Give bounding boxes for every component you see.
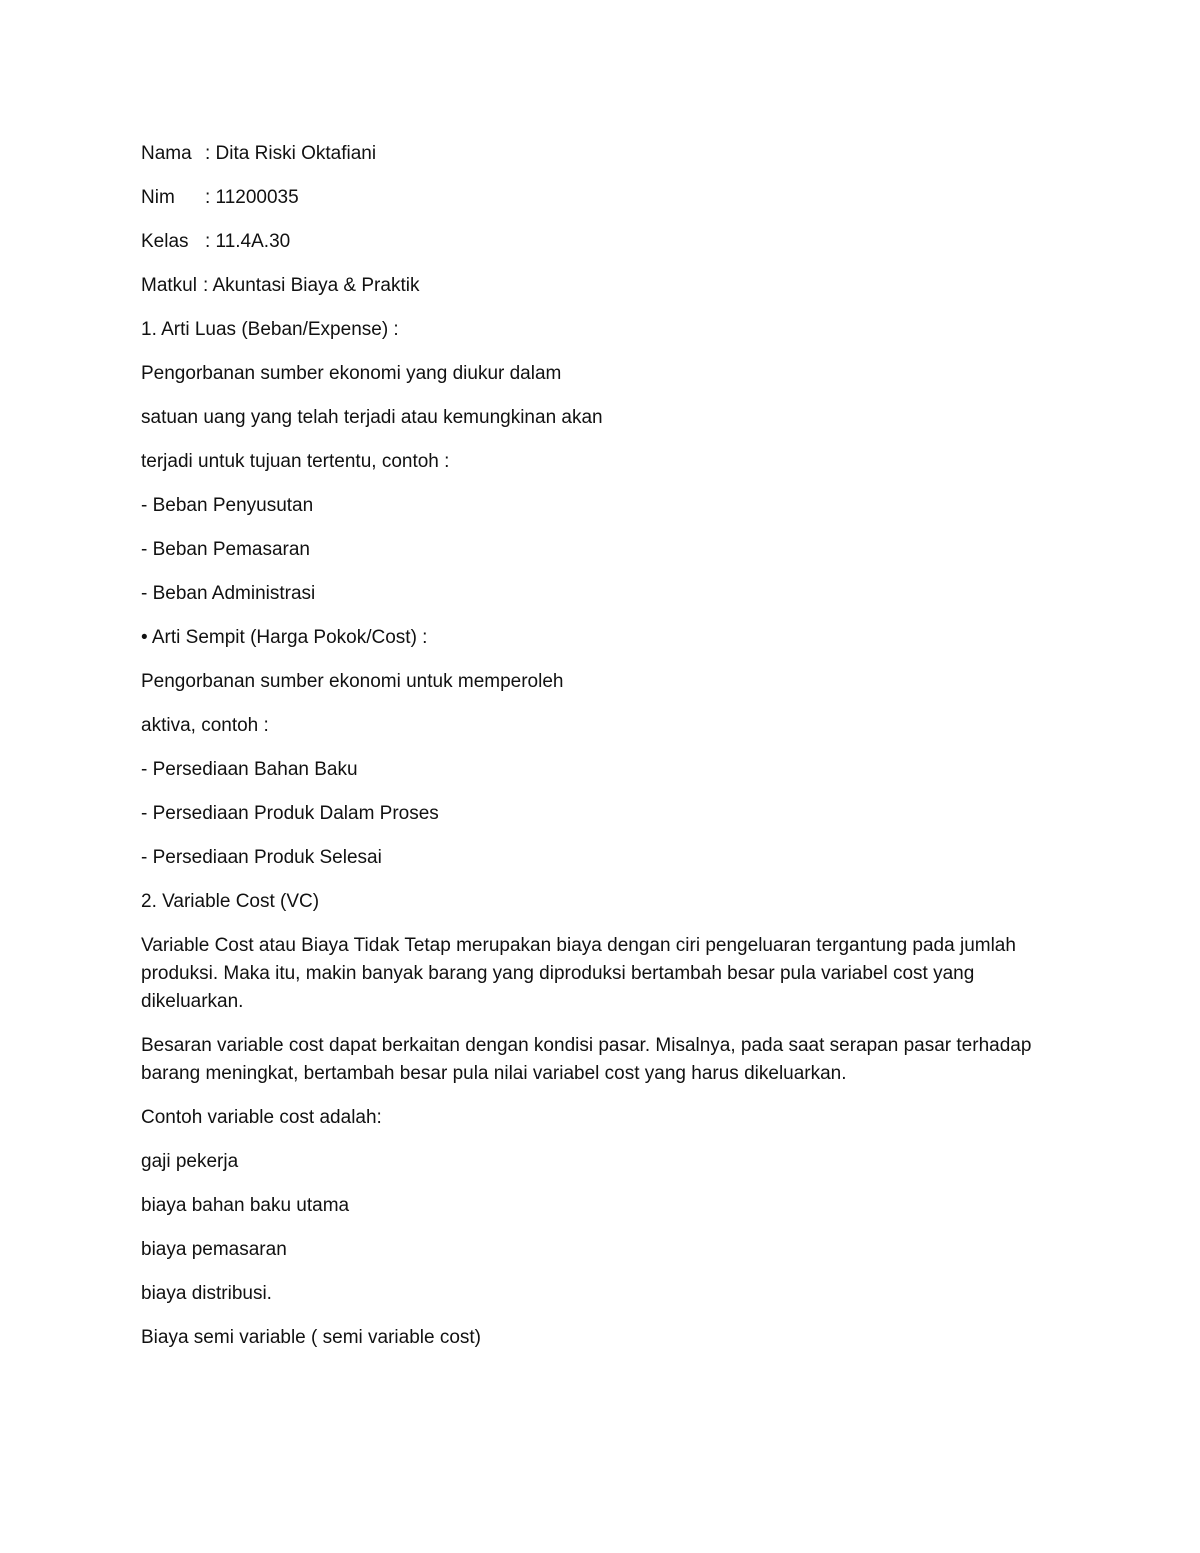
section1-sub-item: - Persediaan Bahan Baku <box>141 759 358 780</box>
example-item: biaya distribusi. <box>141 1283 272 1304</box>
section1-sub-line: Pengorbanan sumber ekonomi untuk memperoleh <box>141 671 564 692</box>
kelas-row <box>141 228 1071 256</box>
section1-item: - Beban Penyusutan <box>141 495 314 516</box>
kelas-value: : 11.4A.30 <box>205 231 291 252</box>
document-body <box>141 140 1071 1368</box>
matkul-label: Matkul <box>141 275 197 296</box>
nim-value: : 11200035 <box>205 187 299 208</box>
section1-item: - Beban Administrasi <box>141 583 316 604</box>
nama-value: : Dita Riski Oktafiani <box>205 143 377 164</box>
section1-line: satuan uang yang telah terjadi atau kemungkinan akan <box>141 407 603 428</box>
section1-line: Pengorbanan sumber ekonomi yang diukur dalam <box>141 363 562 384</box>
matkul-row <box>141 272 1071 300</box>
section2-paragraph: Besaran variable cost dapat berkaitan dengan kondisi pasar. Misalnya, pada saat serapan pasar terhadap barang meningkat, bertambah besar pula nilai variabel cost yang harus dikeluarkan. <box>141 1035 1032 1084</box>
section1-item: - Beban Pemasaran <box>141 539 310 560</box>
nim-row <box>141 184 1071 212</box>
section1-sub-item: - Persediaan Produk Dalam Proses <box>141 803 439 824</box>
nama-label: Nama <box>141 143 192 164</box>
example-item: biaya bahan baku utama <box>141 1195 350 1216</box>
nama-row <box>141 140 1071 168</box>
example-item: biaya pemasaran <box>141 1239 287 1260</box>
section2-heading: 2. Variable Cost (VC) <box>141 891 320 912</box>
section1-line: terjadi untuk tujuan tertentu, contoh : <box>141 451 450 472</box>
matkul-value: : Akuntasi Biaya & Praktik <box>202 275 420 296</box>
section2-paragraph: Variable Cost atau Biaya Tidak Tetap merupakan biaya dengan ciri pengeluaran tergantung pada jumlah produksi. Maka itu, makin banyak barang yang diproduksi bertambah besar pula variabel cost yang dikeluarkan. <box>141 935 1016 1012</box>
section1-sub-line: aktiva, contoh : <box>141 715 269 736</box>
nim-label: Nim <box>141 187 175 208</box>
examples-intro: Contoh variable cost adalah: <box>141 1107 382 1128</box>
kelas-label: Kelas <box>141 231 189 252</box>
section1-heading: 1. Arti Luas (Beban/Expense) : <box>141 319 399 340</box>
example-item: gaji pekerja <box>141 1151 239 1172</box>
closing-line: Biaya semi variable ( semi variable cost) <box>141 1327 482 1348</box>
section1-sub-item: - Persediaan Produk Selesai <box>141 847 382 868</box>
section1-subheading: • Arti Sempit (Harga Pokok/Cost) : <box>141 627 428 648</box>
